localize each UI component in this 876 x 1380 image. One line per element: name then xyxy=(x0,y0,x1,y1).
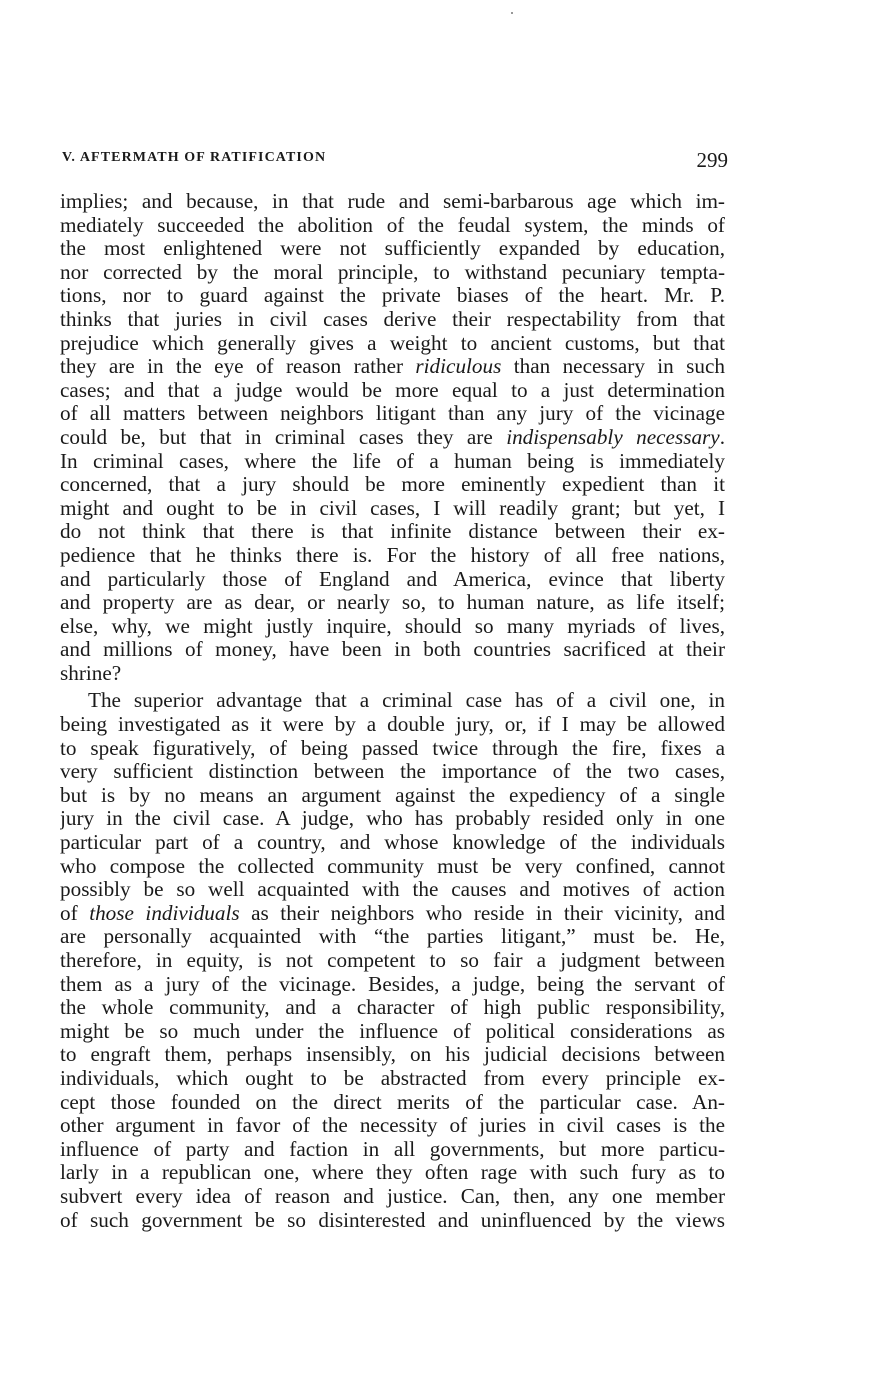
text-line: and property are as dear, or nearly so, to human nature, as life itself; xyxy=(60,591,725,615)
text-line: cases; and that a judge would be more equal to a just determination xyxy=(60,378,725,402)
text-line: might and ought to be in civil cases, I will readily grant; but yet, I xyxy=(60,496,725,520)
text-line: cept those founded on the direct merits of the particular case. An- xyxy=(60,1090,725,1114)
text-line: other argument in favor of the necessity of juries in civil cases is the xyxy=(60,1114,725,1138)
page-number: 299 xyxy=(696,148,728,172)
text-line: who compose the collected community must be very confined, cannot xyxy=(60,854,725,878)
text-line: pedience that he thinks there is. For the history of all free nations, xyxy=(60,543,725,567)
italic-phrase: indispensably necessary xyxy=(506,425,720,449)
text-line: could be, but that in criminal cases they are indispensably necessary. xyxy=(60,425,725,449)
text-line: the most enlightened were not sufficiently expanded by education, xyxy=(60,237,725,261)
text-line: do not think that there is that infinite distance between their ex- xyxy=(60,520,725,544)
text-line: are personally acquainted with “the parties litigant,” must be. He, xyxy=(60,925,725,949)
text-line: influence of party and faction in all governments, but more particu- xyxy=(60,1137,725,1161)
text-line: the whole community, and a character of high public responsibility, xyxy=(60,996,725,1020)
text-line: thinks that juries in civil cases derive their respectability from that xyxy=(60,307,725,331)
text-line: tions, nor to guard against the private biases of the heart. Mr. P. xyxy=(60,284,725,308)
text-line: of all matters between neighbors litigant than any jury of the vicinage xyxy=(60,402,725,426)
text-line: very sufficient distinction between the importance of the two cases, xyxy=(60,760,725,784)
text-line: but is by no means an argument against the expediency of a single xyxy=(60,783,725,807)
text-line: implies; and because, in that rude and semi-barbarous age which im- xyxy=(60,190,725,213)
text-line: prejudice which generally gives a weight to ancient customs, but that xyxy=(60,331,725,355)
running-head: V. AFTERMATH OF RATIFICATION xyxy=(62,150,327,165)
page-header xyxy=(62,148,728,178)
text-line: particular part of a country, and whose knowledge of the individuals xyxy=(60,831,725,855)
text-line: and particularly those of England and America, evince that liberty xyxy=(60,567,725,591)
text-line: mediately succeeded the abolition of the feudal system, the minds of xyxy=(60,213,725,237)
text-line: In criminal cases, where the life of a human being is immediately xyxy=(60,449,725,473)
text-line: to speak figuratively, of being passed twice through the fire, fixes a xyxy=(60,736,725,760)
text-line: of such government be so disinterested and uninfluenced by the views xyxy=(60,1208,725,1232)
text-line: The superior advantage that a criminal case has of a civil one, in xyxy=(88,689,725,713)
text-line: possibly be so well acquainted with the causes and motives of action xyxy=(60,878,725,902)
text-line: of those individuals as their neighbors who reside in their vicinity, and xyxy=(60,901,725,925)
italic-phrase: those individuals xyxy=(89,901,240,925)
text-line: subvert every idea of reason and justice. Can, then, any one member xyxy=(60,1184,725,1208)
text-line: individuals, which ought to be abstracted from every principle ex- xyxy=(60,1066,725,1090)
text-line: else, why, we might justly inquire, should so many myriads of lives, xyxy=(60,614,725,638)
text-line: them as a jury of the vicinage. Besides, a judge, being the servant of xyxy=(60,972,725,996)
text-line: they are in the eye of reason rather ridiculous than necessary in such xyxy=(60,355,725,379)
text-line: nor corrected by the moral principle, to withstand pecuniary tempta- xyxy=(60,260,725,284)
text-line: might be so much under the influence of political considerations as xyxy=(60,1019,725,1043)
text-line: concerned, that a jury should be more eminently expedient than it xyxy=(60,473,725,497)
italic-phrase: ridiculous xyxy=(415,355,502,379)
body-text xyxy=(60,190,725,1232)
text-line: and millions of money, have been in both countries sacrificed at their xyxy=(60,638,725,662)
scan-speck xyxy=(511,12,513,14)
text-line: jury in the civil case. A judge, who has probably resided only in one xyxy=(60,807,725,831)
text-line: shrine? xyxy=(60,661,122,685)
text-line: being investigated as it were by a double jury, or, if I may be allowed xyxy=(60,713,725,737)
text-line: therefore, in equity, is not competent to so fair a judgment between xyxy=(60,949,725,972)
text-line: to engraft them, perhaps insensibly, on his judicial decisions between xyxy=(60,1043,725,1067)
text-line: larly in a republican one, where they often rage with such fury as to xyxy=(60,1161,725,1185)
